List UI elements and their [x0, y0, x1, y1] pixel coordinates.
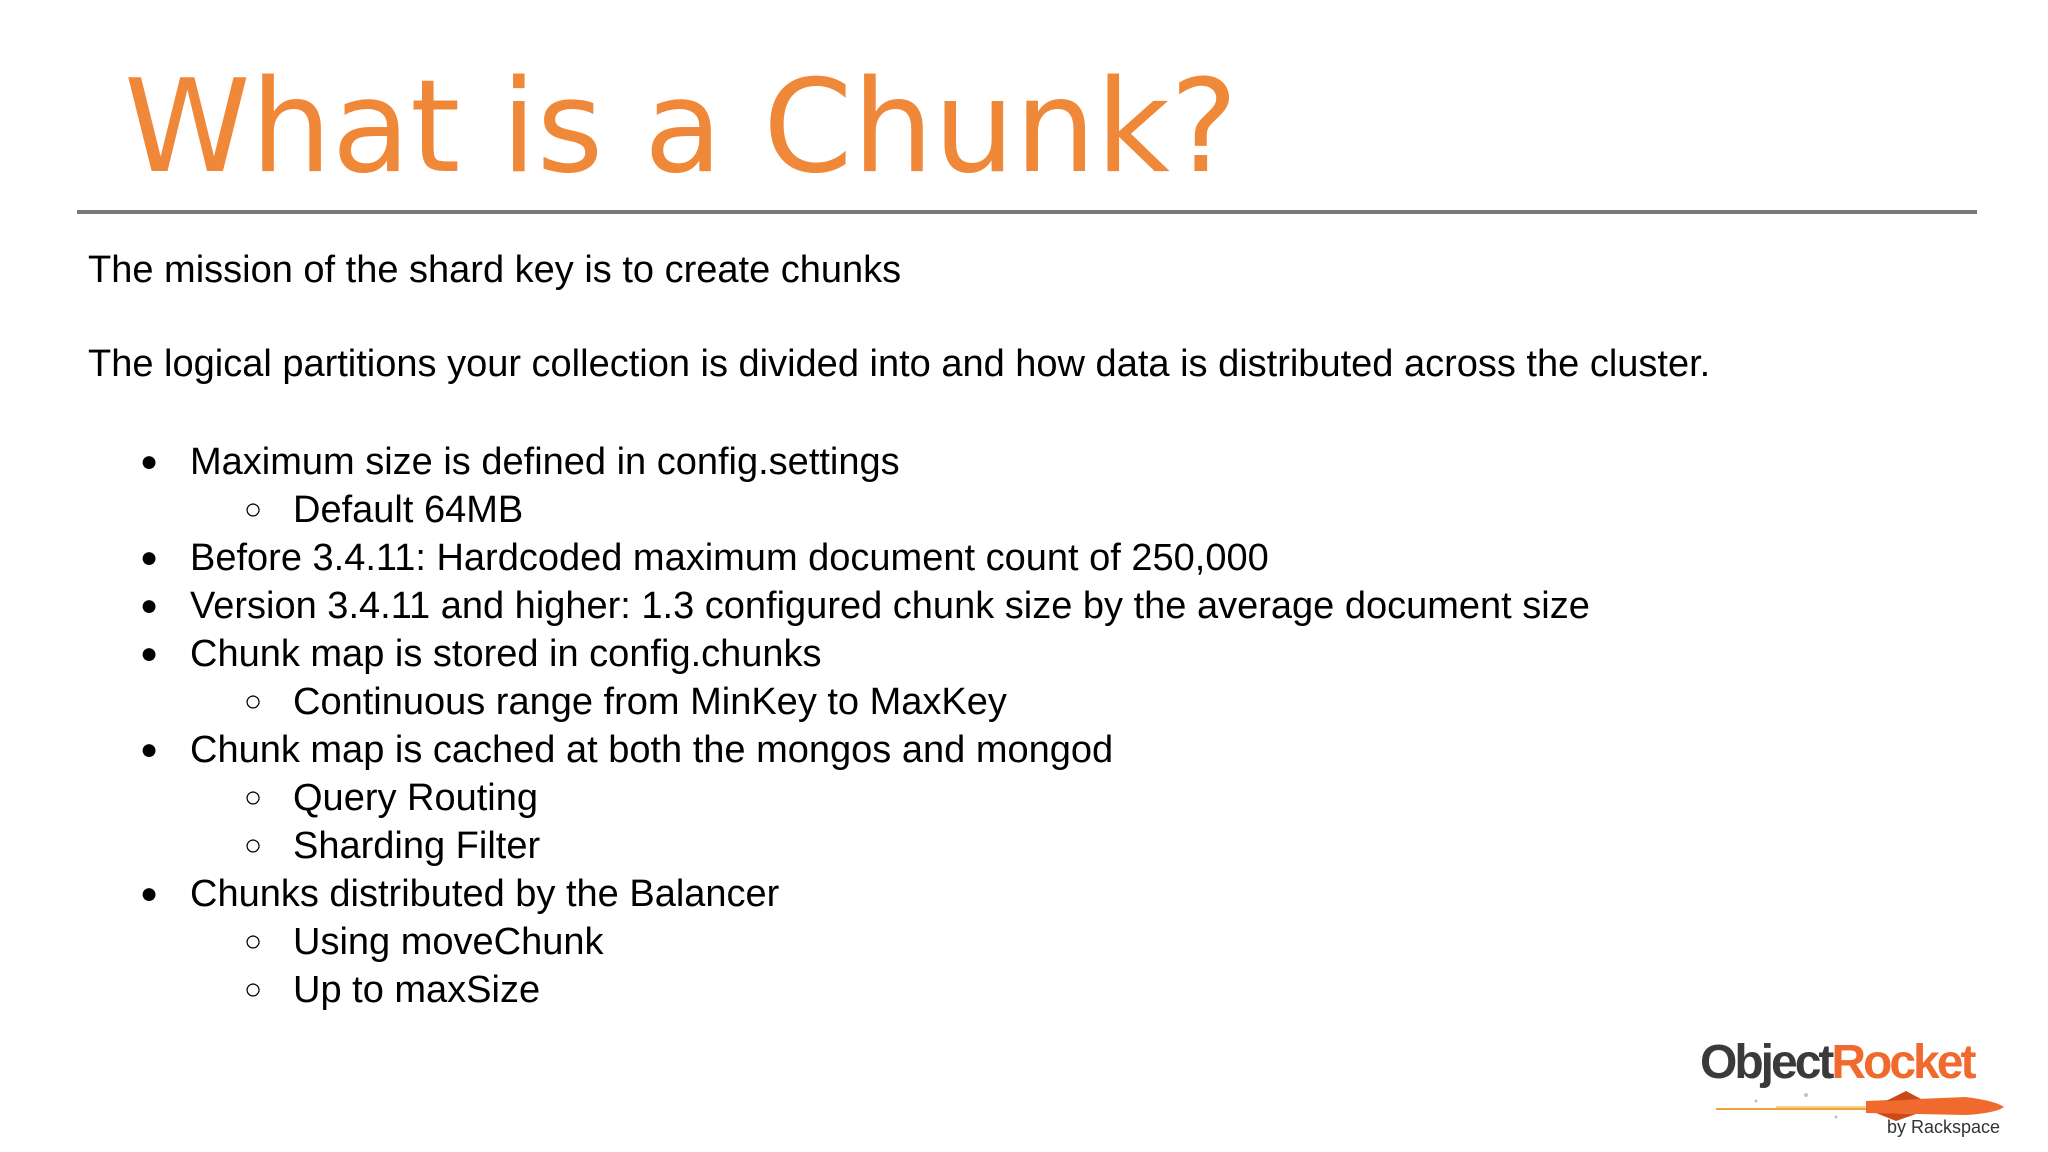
bullet-text: Sharding Filter: [293, 825, 541, 867]
bullet-dot: ●: [140, 877, 159, 910]
bullet-text: Chunk map is stored in config.chunks: [190, 633, 822, 675]
description-text: The logical partitions your collection is divided into and how data is distributed across the cluster.: [88, 343, 1711, 385]
logo-wordmark: [1700, 1035, 1973, 1090]
bullet-circle: ○: [244, 973, 263, 1006]
bullet-text: Query Routing: [293, 777, 539, 819]
bullet-text: Before 3.4.11: Hardcoded maximum document count of 250,000: [190, 537, 1269, 579]
bullet-dot: ●: [140, 637, 159, 670]
bullet-circle: ○: [244, 781, 263, 814]
bullet-text: Chunk map is cached at both the mongos and mongod: [190, 729, 1114, 771]
bullet-text: Chunks distributed by the Balancer: [190, 873, 780, 915]
bullet-text: Up to maxSize: [293, 969, 541, 1011]
bullet-dot: ●: [140, 589, 159, 622]
bullet-circle: ○: [244, 829, 263, 862]
bullet-circle: ○: [244, 685, 263, 718]
bullet-circle: ○: [244, 925, 263, 958]
logo-wordmark-rocket: Rocket: [1831, 1036, 1974, 1089]
bullet-dot: ●: [140, 733, 159, 766]
intro-text: The mission of the shard key is to create chunks: [88, 249, 902, 291]
rocket-icon: [1716, 1087, 2006, 1121]
bullet-dot: ●: [140, 445, 159, 478]
logo-wordmark-object: Object: [1700, 1036, 1832, 1089]
objectrocket-logo: [1700, 1035, 2000, 1145]
bullet-text: Continuous range from MinKey to MaxKey: [293, 681, 1007, 723]
title-divider: [77, 210, 1977, 214]
bullet-circle: ○: [244, 493, 263, 526]
bullet-text: Version 3.4.11 and higher: 1.3 configured chunk size by the average document size: [190, 585, 1590, 627]
logo-tagline: by Rackspace: [1886, 1117, 2000, 1137]
bullet-dot: ●: [140, 541, 159, 574]
slide-title: What is a Chunk?: [124, 53, 1238, 202]
bullet-text: Default 64MB: [293, 489, 524, 531]
bullet-text: Maximum size is defined in config.settings: [190, 441, 900, 483]
bullet-text: Using moveChunk: [293, 921, 604, 963]
